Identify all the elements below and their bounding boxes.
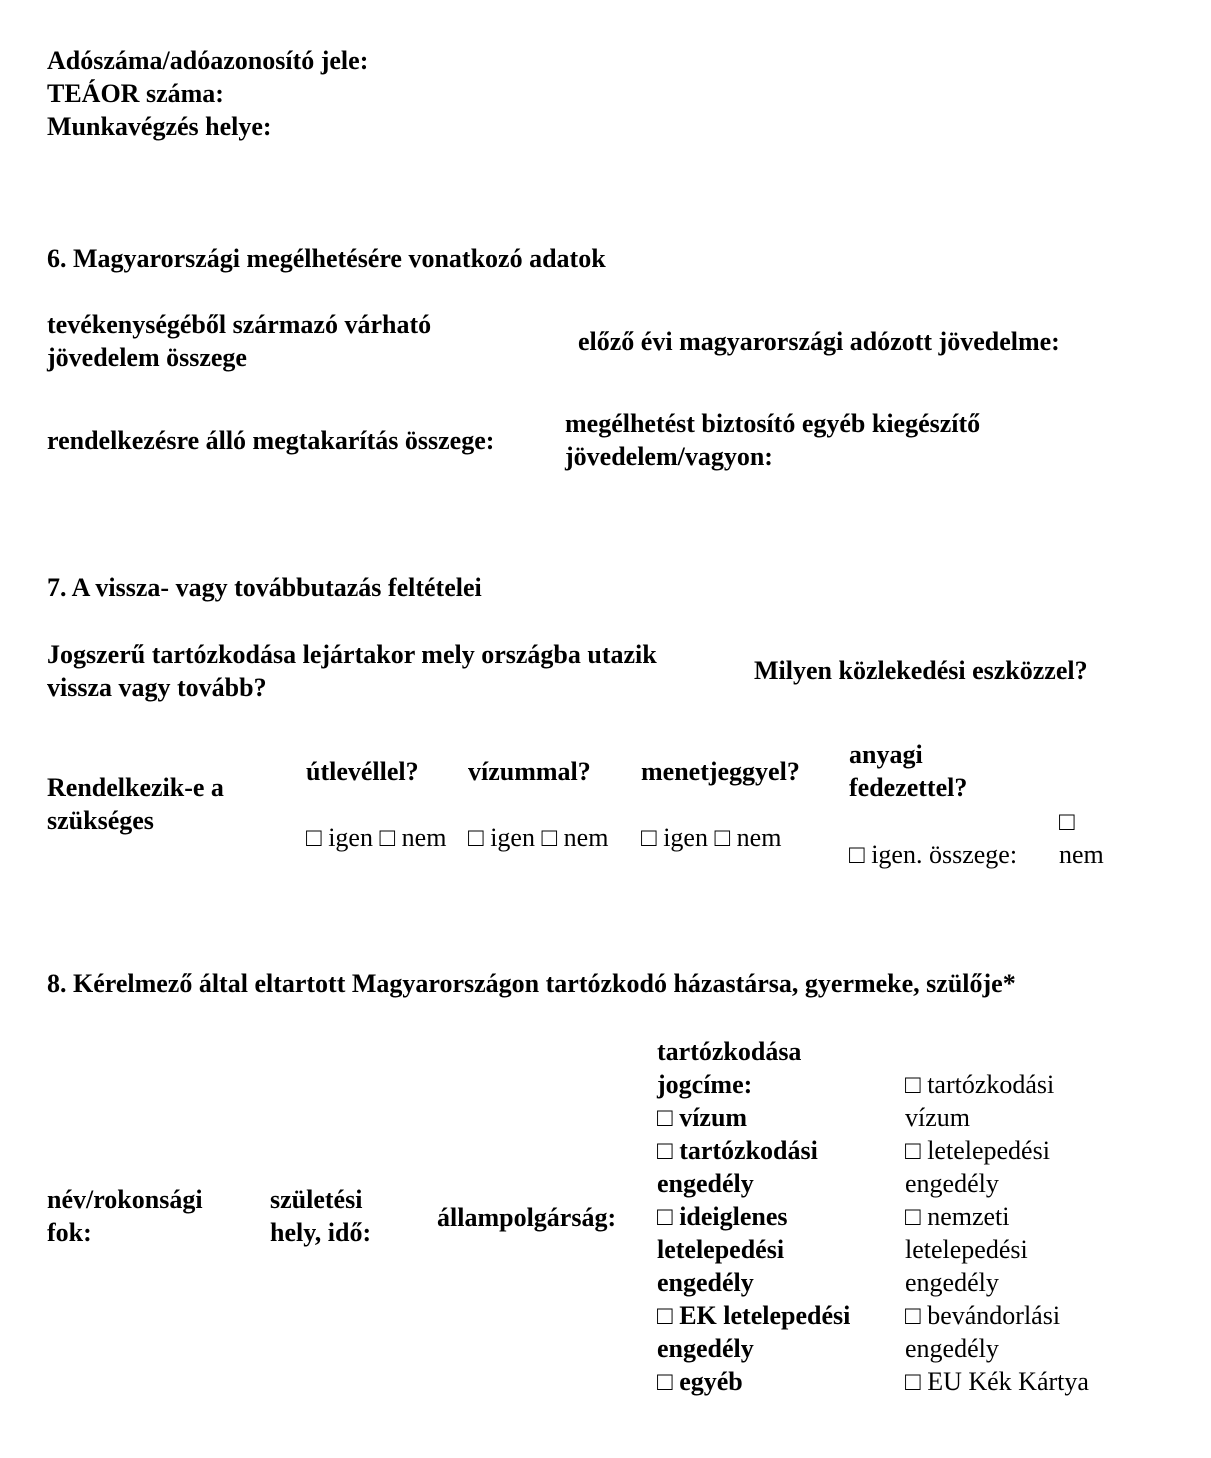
section6-title: 6. Magyarországi megélhetésére vonatkozó adatok [47, 244, 606, 273]
has-required-label-line2: szükséges [47, 806, 154, 835]
workplace-label: Munkavégzés helye: [47, 112, 272, 141]
funds-label-line1: anyagi [849, 740, 923, 769]
option-other[interactable]: □ egyéb [657, 1367, 743, 1396]
expected-income-label-line2: jövedelem összege [47, 343, 247, 372]
passport-label: útlevéllel? [306, 757, 419, 786]
option-national-settlement-cont: engedély [905, 1268, 999, 1297]
option-visa[interactable]: □ vízum [657, 1103, 748, 1132]
ticket-options[interactable]: □ igen □ nem [641, 823, 782, 852]
section7-title: 7. A vissza- vagy továbbutazás feltételei [47, 573, 482, 602]
name-relation-label-line1: név/rokonsági [47, 1185, 203, 1214]
option-residence-permit-cont: engedély [657, 1169, 754, 1198]
option-residence-visa-cont: vízum [905, 1103, 970, 1132]
savings-label: rendelkezésre álló megtakarítás összege: [47, 426, 495, 455]
option-temporary-settlement[interactable]: □ ideiglenes [657, 1202, 788, 1231]
option-settlement-permit[interactable]: □ letelepedési [905, 1136, 1050, 1165]
option-immigration-permit[interactable]: □ bevándorlási [905, 1301, 1061, 1330]
option-national-settlement[interactable]: □ nemzeti [905, 1202, 1010, 1231]
legal-title-line: jogcíme: [657, 1070, 753, 1099]
option-residence-visa[interactable]: □ tartózkodási [905, 1070, 1055, 1099]
transport-question: Milyen közlekedési eszközzel? [754, 656, 1088, 685]
funds-label-line2: fedezettel? [849, 773, 968, 802]
other-income-label-line2: jövedelem/vagyon: [565, 442, 773, 471]
option-temporary-settlement-cont: letelepedési [657, 1235, 785, 1264]
name-relation-label-line2: fok: [47, 1218, 92, 1247]
citizenship-label: állampolgárság: [437, 1203, 617, 1232]
other-income-label-line1: megélhetést biztosító egyéb kiegészítő [565, 409, 981, 438]
option-national-settlement-cont: letelepedési [905, 1235, 1028, 1264]
visa-label: vízummal? [468, 757, 591, 786]
section8-title: 8. Kérelmező által eltartott Magyarországon tartózkodó házastársa, gyermeke, szülője* [47, 969, 1016, 998]
option-eu-blue-card[interactable]: □ EU Kék Kártya [905, 1367, 1089, 1396]
option-temporary-settlement-cont: engedély [657, 1268, 754, 1297]
tax-id-label: Adószáma/adóazonosító jele: [47, 46, 369, 75]
option-residence-permit[interactable]: □ tartózkodási [657, 1136, 818, 1165]
option-ec-settlement-cont: engedély [657, 1334, 754, 1363]
option-immigration-permit-cont: engedély [905, 1334, 999, 1363]
expected-income-label-line1: tevékenységéből származó várható [47, 310, 432, 339]
teaor-label: TEÁOR száma: [47, 79, 224, 108]
option-settlement-permit-cont: engedély [905, 1169, 999, 1198]
visa-options[interactable]: □ igen □ nem [468, 823, 609, 852]
return-country-question-line2: vissza vagy tovább? [47, 673, 267, 702]
funds-yes-option[interactable]: □ igen. összege: [849, 840, 1018, 869]
funds-no-checkbox[interactable]: □ [1059, 807, 1075, 836]
has-required-label-line1: Rendelkezik-e a [47, 773, 224, 802]
prev-year-income-label: előző évi magyarországi adózott jövedelme: [578, 327, 1060, 356]
funds-no-option: nem [1059, 840, 1104, 869]
ticket-label: menetjeggyel? [641, 757, 800, 786]
birth-label-line1: születési [270, 1185, 363, 1214]
legal-title-line: tartózkodása [657, 1037, 802, 1066]
return-country-question-line1: Jogszerű tartózkodása lejártakor mely országba utazik [47, 640, 657, 669]
option-ec-settlement[interactable]: □ EK letelepedési [657, 1301, 851, 1330]
passport-options[interactable]: □ igen □ nem [306, 823, 447, 852]
birth-label-line2: hely, idő: [270, 1218, 372, 1247]
